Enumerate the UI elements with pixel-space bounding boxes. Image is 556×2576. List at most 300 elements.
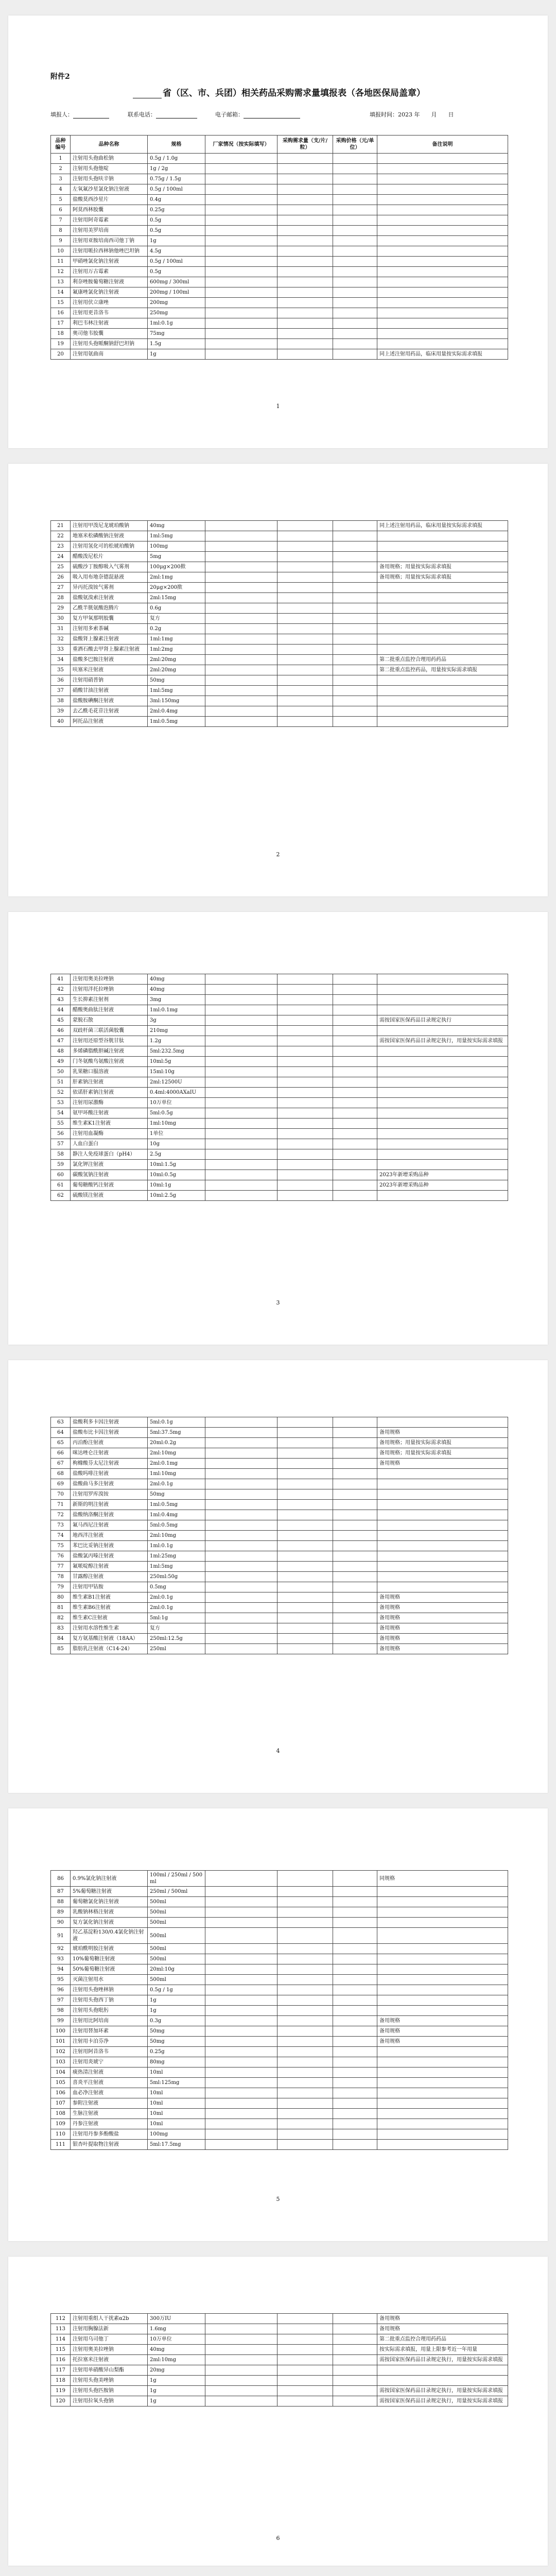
- quantity-cell[interactable]: [277, 2376, 333, 2386]
- quantity-cell[interactable]: [277, 2047, 333, 2057]
- price-cell[interactable]: [333, 1887, 377, 1897]
- manufacturer-cell[interactable]: [205, 655, 277, 665]
- price-cell[interactable]: [333, 2047, 377, 2057]
- price-cell[interactable]: [333, 634, 377, 645]
- quantity-cell[interactable]: [277, 583, 333, 593]
- price-cell[interactable]: [333, 215, 377, 226]
- manufacturer-cell[interactable]: [205, 1170, 277, 1180]
- price-cell[interactable]: [333, 2119, 377, 2129]
- manufacturer-cell[interactable]: [205, 2067, 277, 2078]
- quantity-cell[interactable]: [277, 624, 333, 634]
- manufacturer-cell[interactable]: [205, 1036, 277, 1046]
- price-cell[interactable]: [333, 1871, 377, 1887]
- quantity-cell[interactable]: [277, 2324, 333, 2334]
- manufacturer-cell[interactable]: [205, 1541, 277, 1551]
- quantity-cell[interactable]: [277, 1088, 333, 1098]
- manufacturer-cell[interactable]: [205, 675, 277, 686]
- manufacturer-cell[interactable]: [205, 1160, 277, 1170]
- manufacturer-cell[interactable]: [205, 1644, 277, 1654]
- manufacturer-cell[interactable]: [205, 2396, 277, 2406]
- price-cell[interactable]: [333, 1067, 377, 1077]
- quantity-cell[interactable]: [277, 1551, 333, 1562]
- manufacturer-cell[interactable]: [205, 2026, 277, 2037]
- price-cell[interactable]: [333, 1139, 377, 1149]
- manufacturer-cell[interactable]: [205, 2047, 277, 2057]
- manufacturer-cell[interactable]: [205, 552, 277, 562]
- manufacturer-cell[interactable]: [205, 1964, 277, 1975]
- quantity-cell[interactable]: [277, 236, 333, 246]
- price-cell[interactable]: [333, 1005, 377, 1015]
- quantity-cell[interactable]: [277, 1067, 333, 1077]
- quantity-cell[interactable]: [277, 215, 333, 226]
- price-cell[interactable]: [333, 1180, 377, 1191]
- price-cell[interactable]: [333, 572, 377, 583]
- quantity-cell[interactable]: [277, 277, 333, 287]
- quantity-cell[interactable]: [277, 665, 333, 675]
- price-cell[interactable]: [333, 2334, 377, 2345]
- quantity-cell[interactable]: [277, 1541, 333, 1551]
- price-cell[interactable]: [333, 277, 377, 287]
- manufacturer-cell[interactable]: [205, 995, 277, 1005]
- manufacturer-cell[interactable]: [205, 1985, 277, 1995]
- manufacturer-cell[interactable]: [205, 1067, 277, 1077]
- manufacturer-cell[interactable]: [205, 1417, 277, 1428]
- quantity-cell[interactable]: [277, 1887, 333, 1897]
- quantity-cell[interactable]: [277, 1531, 333, 1541]
- quantity-cell[interactable]: [277, 2067, 333, 2078]
- manufacturer-cell[interactable]: [205, 1944, 277, 1954]
- quantity-cell[interactable]: [277, 1160, 333, 1170]
- price-cell[interactable]: [333, 2057, 377, 2067]
- price-cell[interactable]: [333, 164, 377, 174]
- price-cell[interactable]: [333, 1592, 377, 1603]
- manufacturer-cell[interactable]: [205, 236, 277, 246]
- quantity-cell[interactable]: [277, 1975, 333, 1985]
- manufacturer-cell[interactable]: [205, 624, 277, 634]
- price-cell[interactable]: [333, 318, 377, 329]
- price-cell[interactable]: [333, 2006, 377, 2016]
- manufacturer-cell[interactable]: [205, 717, 277, 727]
- quantity-cell[interactable]: [277, 2026, 333, 2037]
- manufacturer-cell[interactable]: [205, 2109, 277, 2119]
- quantity-cell[interactable]: [277, 995, 333, 1005]
- manufacturer-cell[interactable]: [205, 572, 277, 583]
- quantity-cell[interactable]: [277, 2386, 333, 2396]
- quantity-cell[interactable]: [277, 1510, 333, 1520]
- quantity-cell[interactable]: [277, 1871, 333, 1887]
- quantity-cell[interactable]: [277, 318, 333, 329]
- manufacturer-cell[interactable]: [205, 1907, 277, 1918]
- price-cell[interactable]: [333, 1108, 377, 1118]
- quantity-cell[interactable]: [277, 1562, 333, 1572]
- price-cell[interactable]: [333, 2324, 377, 2334]
- price-cell[interactable]: [333, 593, 377, 603]
- price-cell[interactable]: [333, 2067, 377, 2078]
- quantity-cell[interactable]: [277, 184, 333, 195]
- price-cell[interactable]: [333, 696, 377, 706]
- quantity-cell[interactable]: [277, 1077, 333, 1088]
- price-cell[interactable]: [333, 1479, 377, 1489]
- price-cell[interactable]: [333, 339, 377, 349]
- quantity-cell[interactable]: [277, 1592, 333, 1603]
- price-cell[interactable]: [333, 195, 377, 205]
- manufacturer-cell[interactable]: [205, 1582, 277, 1592]
- manufacturer-cell[interactable]: [205, 2129, 277, 2140]
- quantity-cell[interactable]: [277, 226, 333, 236]
- quantity-cell[interactable]: [277, 655, 333, 665]
- quantity-cell[interactable]: [277, 593, 333, 603]
- price-cell[interactable]: [333, 1500, 377, 1510]
- quantity-cell[interactable]: [277, 1897, 333, 1907]
- manufacturer-cell[interactable]: [205, 1634, 277, 1644]
- quantity-cell[interactable]: [277, 2355, 333, 2365]
- price-cell[interactable]: [333, 1520, 377, 1531]
- quantity-cell[interactable]: [277, 562, 333, 572]
- quantity-cell[interactable]: [277, 2334, 333, 2345]
- manufacturer-cell[interactable]: [205, 1118, 277, 1129]
- quantity-cell[interactable]: [277, 1139, 333, 1149]
- price-cell[interactable]: [333, 246, 377, 257]
- manufacturer-cell[interactable]: [205, 696, 277, 706]
- price-cell[interactable]: [333, 267, 377, 277]
- manufacturer-cell[interactable]: [205, 277, 277, 287]
- price-cell[interactable]: [333, 1057, 377, 1067]
- price-cell[interactable]: [333, 2314, 377, 2324]
- manufacturer-cell[interactable]: [205, 2355, 277, 2365]
- quantity-cell[interactable]: [277, 339, 333, 349]
- price-cell[interactable]: [333, 583, 377, 593]
- quantity-cell[interactable]: [277, 2365, 333, 2376]
- price-cell[interactable]: [333, 1459, 377, 1469]
- manufacturer-cell[interactable]: [205, 1975, 277, 1985]
- price-cell[interactable]: [333, 2026, 377, 2037]
- manufacturer-cell[interactable]: [205, 1603, 277, 1613]
- price-cell[interactable]: [333, 2386, 377, 2396]
- quantity-cell[interactable]: [277, 572, 333, 583]
- price-cell[interactable]: [333, 2396, 377, 2406]
- price-cell[interactable]: [333, 1098, 377, 1108]
- manufacturer-cell[interactable]: [205, 665, 277, 675]
- price-cell[interactable]: [333, 1964, 377, 1975]
- quantity-cell[interactable]: [277, 1613, 333, 1623]
- manufacturer-cell[interactable]: [205, 1149, 277, 1160]
- price-cell[interactable]: [333, 1026, 377, 1036]
- manufacturer-cell[interactable]: [205, 1871, 277, 1887]
- manufacturer-cell[interactable]: [205, 1459, 277, 1469]
- price-cell[interactable]: [333, 1170, 377, 1180]
- price-cell[interactable]: [333, 1046, 377, 1057]
- manufacturer-cell[interactable]: [205, 541, 277, 552]
- manufacturer-cell[interactable]: [205, 1428, 277, 1438]
- price-cell[interactable]: [333, 1603, 377, 1613]
- price-cell[interactable]: [333, 2098, 377, 2109]
- manufacturer-cell[interactable]: [205, 1077, 277, 1088]
- quantity-cell[interactable]: [277, 686, 333, 696]
- quantity-cell[interactable]: [277, 1459, 333, 1469]
- quantity-cell[interactable]: [277, 1520, 333, 1531]
- quantity-cell[interactable]: [277, 1995, 333, 2006]
- quantity-cell[interactable]: [277, 2016, 333, 2026]
- price-cell[interactable]: [333, 624, 377, 634]
- manufacturer-cell[interactable]: [205, 1129, 277, 1139]
- price-cell[interactable]: [333, 1036, 377, 1046]
- quantity-cell[interactable]: [277, 2119, 333, 2129]
- manufacturer-cell[interactable]: [205, 562, 277, 572]
- price-cell[interactable]: [333, 1088, 377, 1098]
- quantity-cell[interactable]: [277, 1129, 333, 1139]
- price-cell[interactable]: [333, 1160, 377, 1170]
- price-cell[interactable]: [333, 552, 377, 562]
- quantity-cell[interactable]: [277, 195, 333, 205]
- price-cell[interactable]: [333, 1634, 377, 1644]
- quantity-cell[interactable]: [277, 1944, 333, 1954]
- manufacturer-cell[interactable]: [205, 1500, 277, 1510]
- quantity-cell[interactable]: [277, 1036, 333, 1046]
- price-cell[interactable]: [333, 974, 377, 985]
- price-cell[interactable]: [333, 1613, 377, 1623]
- manufacturer-cell[interactable]: [205, 2324, 277, 2334]
- manufacturer-cell[interactable]: [205, 1897, 277, 1907]
- quantity-cell[interactable]: [277, 1170, 333, 1180]
- manufacturer-cell[interactable]: [205, 706, 277, 717]
- price-cell[interactable]: [333, 1531, 377, 1541]
- quantity-cell[interactable]: [277, 1118, 333, 1129]
- price-cell[interactable]: [333, 226, 377, 236]
- quantity-cell[interactable]: [277, 706, 333, 717]
- quantity-cell[interactable]: [277, 974, 333, 985]
- price-cell[interactable]: [333, 1489, 377, 1500]
- manufacturer-cell[interactable]: [205, 1005, 277, 1015]
- price-cell[interactable]: [333, 329, 377, 339]
- price-cell[interactable]: [333, 1129, 377, 1139]
- manufacturer-cell[interactable]: [205, 1918, 277, 1928]
- quantity-cell[interactable]: [277, 1417, 333, 1428]
- manufacturer-cell[interactable]: [205, 174, 277, 184]
- price-cell[interactable]: [333, 2037, 377, 2047]
- manufacturer-cell[interactable]: [205, 205, 277, 215]
- quantity-cell[interactable]: [277, 1500, 333, 1510]
- price-cell[interactable]: [333, 1428, 377, 1438]
- price-cell[interactable]: [333, 1118, 377, 1129]
- price-cell[interactable]: [333, 1623, 377, 1634]
- manufacturer-cell[interactable]: [205, 287, 277, 298]
- price-cell[interactable]: [333, 985, 377, 995]
- manufacturer-cell[interactable]: [205, 1531, 277, 1541]
- price-cell[interactable]: [333, 2355, 377, 2365]
- quantity-cell[interactable]: [277, 1191, 333, 1201]
- quantity-cell[interactable]: [277, 696, 333, 706]
- quantity-cell[interactable]: [277, 531, 333, 541]
- manufacturer-cell[interactable]: [205, 531, 277, 541]
- manufacturer-cell[interactable]: [205, 2345, 277, 2355]
- price-cell[interactable]: [333, 2078, 377, 2088]
- manufacturer-cell[interactable]: [205, 2314, 277, 2324]
- price-cell[interactable]: [333, 531, 377, 541]
- quantity-cell[interactable]: [277, 2129, 333, 2140]
- manufacturer-cell[interactable]: [205, 1592, 277, 1603]
- price-cell[interactable]: [333, 2376, 377, 2386]
- manufacturer-cell[interactable]: [205, 1928, 277, 1944]
- quantity-cell[interactable]: [277, 1428, 333, 1438]
- manufacturer-cell[interactable]: [205, 246, 277, 257]
- quantity-cell[interactable]: [277, 308, 333, 318]
- price-cell[interactable]: [333, 2016, 377, 2026]
- quantity-cell[interactable]: [277, 645, 333, 655]
- quantity-cell[interactable]: [277, 2088, 333, 2098]
- price-cell[interactable]: [333, 2129, 377, 2140]
- price-cell[interactable]: [333, 706, 377, 717]
- manufacturer-cell[interactable]: [205, 1180, 277, 1191]
- manufacturer-cell[interactable]: [205, 1510, 277, 1520]
- price-cell[interactable]: [333, 308, 377, 318]
- manufacturer-cell[interactable]: [205, 645, 277, 655]
- manufacturer-cell[interactable]: [205, 318, 277, 329]
- manufacturer-cell[interactable]: [205, 1887, 277, 1897]
- manufacturer-cell[interactable]: [205, 2140, 277, 2150]
- quantity-cell[interactable]: [277, 1015, 333, 1026]
- quantity-cell[interactable]: [277, 2345, 333, 2355]
- quantity-cell[interactable]: [277, 717, 333, 727]
- price-cell[interactable]: [333, 236, 377, 246]
- price-cell[interactable]: [333, 1417, 377, 1428]
- manufacturer-cell[interactable]: [205, 634, 277, 645]
- quantity-cell[interactable]: [277, 1149, 333, 1160]
- quantity-cell[interactable]: [277, 2396, 333, 2406]
- quantity-cell[interactable]: [277, 205, 333, 215]
- quantity-cell[interactable]: [277, 521, 333, 531]
- quantity-cell[interactable]: [277, 154, 333, 164]
- price-cell[interactable]: [333, 562, 377, 572]
- quantity-cell[interactable]: [277, 541, 333, 552]
- manufacturer-cell[interactable]: [205, 154, 277, 164]
- quantity-cell[interactable]: [277, 985, 333, 995]
- quantity-cell[interactable]: [277, 614, 333, 624]
- quantity-cell[interactable]: [277, 1479, 333, 1489]
- manufacturer-cell[interactable]: [205, 1623, 277, 1634]
- manufacturer-cell[interactable]: [205, 2386, 277, 2396]
- quantity-cell[interactable]: [277, 1098, 333, 1108]
- quantity-cell[interactable]: [277, 2078, 333, 2088]
- price-cell[interactable]: [333, 298, 377, 308]
- manufacturer-cell[interactable]: [205, 2057, 277, 2067]
- manufacturer-cell[interactable]: [205, 2365, 277, 2376]
- price-cell[interactable]: [333, 1077, 377, 1088]
- price-cell[interactable]: [333, 1541, 377, 1551]
- manufacturer-cell[interactable]: [205, 1057, 277, 1067]
- price-cell[interactable]: [333, 205, 377, 215]
- price-cell[interactable]: [333, 675, 377, 686]
- price-cell[interactable]: [333, 1015, 377, 1026]
- manufacturer-cell[interactable]: [205, 2376, 277, 2386]
- manufacturer-cell[interactable]: [205, 349, 277, 360]
- price-cell[interactable]: [333, 1149, 377, 1160]
- quantity-cell[interactable]: [277, 1954, 333, 1964]
- quantity-cell[interactable]: [277, 552, 333, 562]
- manufacturer-cell[interactable]: [205, 226, 277, 236]
- quantity-cell[interactable]: [277, 1046, 333, 1057]
- quantity-cell[interactable]: [277, 329, 333, 339]
- manufacturer-cell[interactable]: [205, 974, 277, 985]
- manufacturer-cell[interactable]: [205, 583, 277, 593]
- manufacturer-cell[interactable]: [205, 1046, 277, 1057]
- manufacturer-cell[interactable]: [205, 1448, 277, 1459]
- price-cell[interactable]: [333, 349, 377, 360]
- price-cell[interactable]: [333, 1954, 377, 1964]
- manufacturer-cell[interactable]: [205, 2119, 277, 2129]
- quantity-cell[interactable]: [277, 2057, 333, 2067]
- quantity-cell[interactable]: [277, 287, 333, 298]
- price-cell[interactable]: [333, 603, 377, 614]
- manufacturer-cell[interactable]: [205, 2098, 277, 2109]
- price-cell[interactable]: [333, 1975, 377, 1985]
- manufacturer-cell[interactable]: [205, 195, 277, 205]
- quantity-cell[interactable]: [277, 1623, 333, 1634]
- price-cell[interactable]: [333, 1562, 377, 1572]
- quantity-cell[interactable]: [277, 298, 333, 308]
- quantity-cell[interactable]: [277, 603, 333, 614]
- manufacturer-cell[interactable]: [205, 308, 277, 318]
- manufacturer-cell[interactable]: [205, 1572, 277, 1582]
- manufacturer-cell[interactable]: [205, 1520, 277, 1531]
- price-cell[interactable]: [333, 665, 377, 675]
- price-cell[interactable]: [333, 1985, 377, 1995]
- manufacturer-cell[interactable]: [205, 1954, 277, 1964]
- manufacturer-cell[interactable]: [205, 2016, 277, 2026]
- quantity-cell[interactable]: [277, 2314, 333, 2324]
- manufacturer-cell[interactable]: [205, 329, 277, 339]
- manufacturer-cell[interactable]: [205, 1469, 277, 1479]
- price-cell[interactable]: [333, 1907, 377, 1918]
- price-cell[interactable]: [333, 2109, 377, 2119]
- price-cell[interactable]: [333, 995, 377, 1005]
- quantity-cell[interactable]: [277, 1928, 333, 1944]
- quantity-cell[interactable]: [277, 1985, 333, 1995]
- price-cell[interactable]: [333, 1551, 377, 1562]
- manufacturer-cell[interactable]: [205, 2006, 277, 2016]
- manufacturer-cell[interactable]: [205, 521, 277, 531]
- price-cell[interactable]: [333, 184, 377, 195]
- quantity-cell[interactable]: [277, 1918, 333, 1928]
- quantity-cell[interactable]: [277, 2098, 333, 2109]
- price-cell[interactable]: [333, 541, 377, 552]
- manufacturer-cell[interactable]: [205, 298, 277, 308]
- price-cell[interactable]: [333, 1928, 377, 1944]
- price-cell[interactable]: [333, 1572, 377, 1582]
- manufacturer-cell[interactable]: [205, 614, 277, 624]
- quantity-cell[interactable]: [277, 1180, 333, 1191]
- quantity-cell[interactable]: [277, 1582, 333, 1592]
- quantity-cell[interactable]: [277, 1438, 333, 1448]
- manufacturer-cell[interactable]: [205, 215, 277, 226]
- quantity-cell[interactable]: [277, 1907, 333, 1918]
- quantity-cell[interactable]: [277, 1448, 333, 1459]
- price-cell[interactable]: [333, 1944, 377, 1954]
- price-cell[interactable]: [333, 645, 377, 655]
- manufacturer-cell[interactable]: [205, 1489, 277, 1500]
- quantity-cell[interactable]: [277, 1005, 333, 1015]
- price-cell[interactable]: [333, 154, 377, 164]
- quantity-cell[interactable]: [277, 246, 333, 257]
- quantity-cell[interactable]: [277, 1603, 333, 1613]
- manufacturer-cell[interactable]: [205, 1098, 277, 1108]
- quantity-cell[interactable]: [277, 1057, 333, 1067]
- quantity-cell[interactable]: [277, 164, 333, 174]
- quantity-cell[interactable]: [277, 1644, 333, 1654]
- quantity-cell[interactable]: [277, 174, 333, 184]
- manufacturer-cell[interactable]: [205, 686, 277, 696]
- manufacturer-cell[interactable]: [205, 1139, 277, 1149]
- price-cell[interactable]: [333, 2345, 377, 2355]
